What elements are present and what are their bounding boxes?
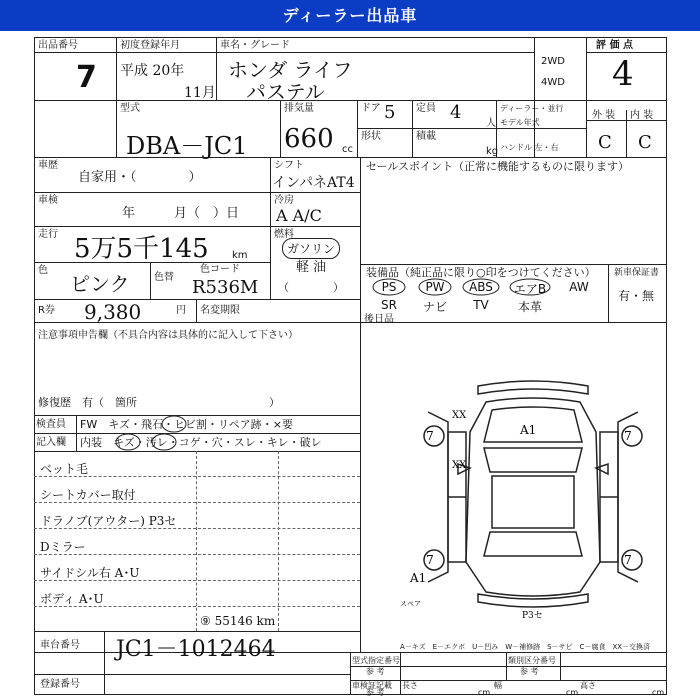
- equip-leather: 本革: [517, 300, 542, 314]
- new-warranty-label: 新車保証書: [614, 268, 660, 278]
- color-change-label: 色替: [154, 272, 174, 283]
- equipment-circles: [366, 278, 606, 298]
- length-label: 長さ: [402, 681, 418, 690]
- model-label: 型式: [120, 103, 140, 114]
- shift-label: シフト: [274, 160, 304, 171]
- rear-seat-label: 後日品: [364, 314, 394, 325]
- car-damage-diagram: [400, 372, 666, 624]
- shape-label: 形状: [361, 131, 381, 142]
- xx-mark-1: XX: [452, 410, 467, 421]
- page-header: ディーラー出品車: [0, 0, 700, 31]
- mileage-value: 5万5千145: [74, 234, 209, 264]
- yen-label: 円: [176, 305, 186, 316]
- model-year-label: モデル年式: [500, 118, 540, 127]
- recycle-value: 9,380: [84, 300, 142, 324]
- notes-header: 注意事項申告欄（不具合内容は具体的に記入して下さい）: [38, 330, 298, 341]
- type-designation-label: 型式指定番号: [352, 656, 400, 665]
- chassis-value: JC1－1012464: [116, 637, 276, 662]
- equip-airbag: エアB: [513, 282, 547, 296]
- chassis-label: 車台番号: [40, 640, 80, 651]
- category-no-label: 類別区分番号: [508, 656, 556, 665]
- meigi-label: 名変期限: [200, 305, 240, 316]
- entry-row: 内装 キズ・汚レ・コゲ・穴・スレ・キレ・破レ: [80, 436, 322, 449]
- lot-number: 7: [76, 60, 97, 95]
- ext-grade-value: C: [598, 132, 612, 153]
- color-code-value: R536M: [192, 277, 259, 298]
- xx-mark-2: XX: [452, 460, 467, 471]
- inspection-value: 年 月（ ）日: [122, 206, 240, 221]
- int-label: 内 装: [630, 110, 654, 121]
- registration-label: 登録番号: [40, 679, 80, 690]
- score-label: 評 価 点: [596, 40, 633, 51]
- mileage-label: 走行: [38, 229, 58, 240]
- reference-2: 参 考: [520, 667, 539, 676]
- cm-1: cm: [478, 688, 491, 697]
- first-reg-label: 初度登録年月: [120, 40, 180, 51]
- equipment-label: 装備品（純正品に限り○印をつけてください）: [366, 266, 596, 279]
- sill-a1-mark: A1: [410, 571, 427, 585]
- doc-entry-label: 車検証記載: [352, 681, 392, 690]
- odometer-note: ⑨ 55146 km: [200, 614, 276, 628]
- 2wd-label: 2WD: [541, 56, 565, 67]
- defect-circles: [76, 415, 360, 451]
- color-label: 色: [38, 265, 48, 276]
- person-label: 人: [486, 118, 496, 129]
- ext-label: 外 装: [592, 110, 616, 121]
- note-3: ドラノブ(アウター) P3セ: [40, 514, 177, 528]
- car-name: ホンダ ライフ: [228, 58, 353, 82]
- repair-label: 修復歴 有（ 箇所 ）: [38, 396, 280, 409]
- displacement-label: 排気量: [284, 103, 314, 114]
- inspection-label: 車検: [38, 195, 58, 206]
- history-label: 車歴: [38, 160, 58, 171]
- grade: パステル: [246, 80, 325, 104]
- reference-1: 参 考: [366, 667, 385, 676]
- cc-label: cc: [342, 144, 353, 155]
- color-code-label: 色コード: [200, 264, 240, 275]
- equip-pw: PW: [425, 280, 445, 294]
- equip-ps: PS: [381, 280, 397, 294]
- first-reg-month: 11月: [184, 85, 216, 101]
- km-label: km: [232, 250, 248, 261]
- name-grade-label: 車名・グレード: [220, 40, 290, 51]
- fuel-value: ガソリン: [282, 238, 340, 259]
- equip-navi: ナビ: [422, 300, 447, 314]
- doors-label: ドア: [361, 103, 381, 114]
- warranty-value: 有・無: [618, 289, 655, 303]
- lot-no-label: 出品番号: [38, 40, 78, 51]
- note-4: Dミラー: [40, 540, 86, 554]
- width-label: 幅: [494, 681, 502, 690]
- note-5: サイドシル右 A･U: [40, 566, 140, 580]
- 4wd-label: 4WD: [541, 77, 565, 88]
- history-value: 自家用・（ ）: [78, 170, 202, 185]
- wheel-fr-mark: 7: [624, 429, 632, 443]
- equip-sr: SR: [381, 298, 397, 312]
- reference-3: 参 考: [366, 688, 385, 697]
- model-value: DBA－JC1: [126, 132, 248, 160]
- handle-label: ハンドル 左・右: [500, 143, 559, 152]
- rear-p3-mark: P3セ: [522, 611, 543, 621]
- equip-abs: ABS: [469, 280, 493, 294]
- height-label: 高さ: [580, 681, 596, 690]
- capacity-label: 定員: [416, 103, 436, 114]
- capacity-value: 4: [450, 102, 462, 123]
- first-reg-year: 平成 20年: [120, 63, 185, 79]
- equip-tv: TV: [473, 298, 489, 312]
- color-value: ピンク: [70, 272, 130, 296]
- sales-point-label: セールスポイント（正常に機能するものに限ります）: [366, 160, 630, 173]
- score-value: 4: [612, 54, 634, 94]
- inspector-row: FW キズ・飛石・ヒビ割・リペア跡・×要: [80, 418, 293, 431]
- entry-label: 記入欄: [36, 437, 66, 448]
- note-1: ベット毛: [40, 462, 89, 476]
- wheel-fl-mark: 7: [426, 429, 434, 443]
- recycle-label: R券: [38, 305, 55, 316]
- diesel-label: 軽 油: [296, 260, 327, 275]
- inspector-label: 検査員: [36, 419, 66, 430]
- dealer-label: ディーラー・並行: [500, 104, 564, 113]
- damage-legend: A－キズ E－エクボ U－凹み W－補修跡 S－サビ C－腐食 XX－交換済: [400, 643, 651, 651]
- hood-a1-mark: A1: [520, 423, 537, 437]
- equip-aw: AW: [569, 280, 589, 294]
- fuel-other-label: （ ）: [278, 281, 344, 294]
- ac-label: 冷房: [274, 195, 294, 206]
- spare-label: スペア: [400, 600, 421, 608]
- int-grade-value: C: [638, 132, 652, 153]
- cm-2: cm: [566, 688, 579, 697]
- displacement-value: 660: [284, 124, 334, 154]
- wheel-rr-mark: 7: [624, 553, 632, 567]
- note-2: シートカバー取付: [40, 488, 136, 502]
- load-label: 積載: [416, 131, 436, 142]
- note-6: ボディ A･U: [40, 592, 104, 606]
- fuel-label: 燃料: [274, 229, 294, 240]
- wheel-rl-mark: 7: [426, 553, 434, 567]
- cm-3: cm: [652, 688, 665, 697]
- doors-value: 5: [384, 102, 396, 123]
- kg-label: kg: [486, 146, 499, 157]
- shift-value: インパネAT4: [272, 175, 355, 191]
- ac-value: A A/C: [276, 206, 322, 225]
